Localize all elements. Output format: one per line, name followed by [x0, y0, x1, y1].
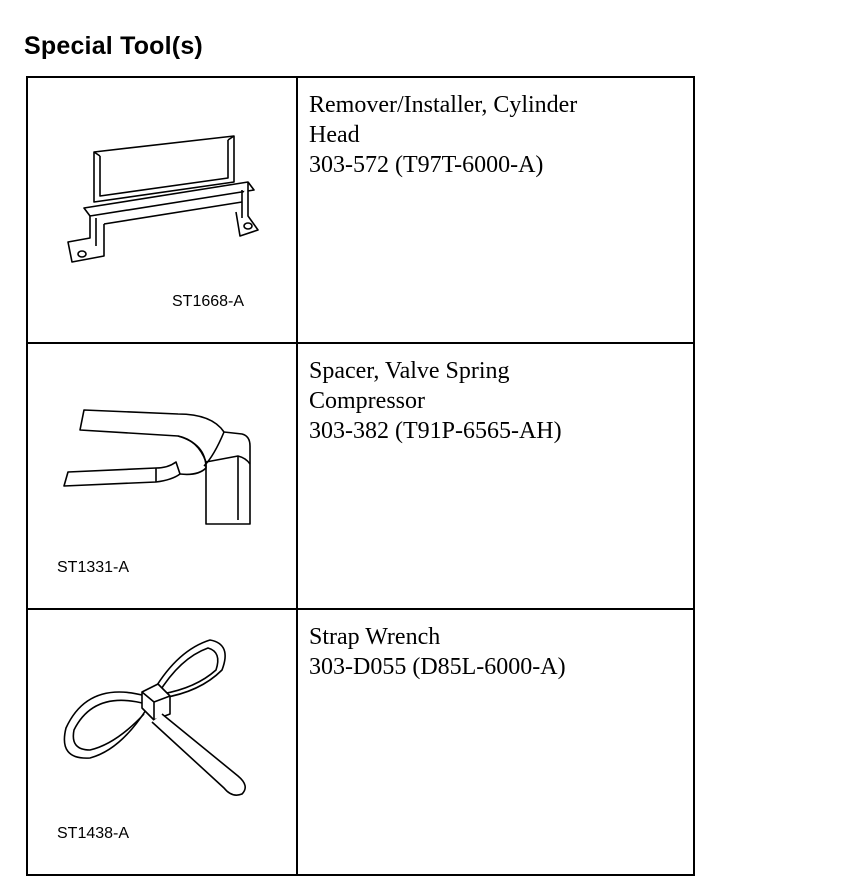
tool-illustration-cell	[27, 77, 297, 343]
table-row	[27, 343, 694, 609]
tool-name: Strap Wrench	[309, 624, 441, 650]
tool-name-continued: Compressor	[309, 388, 425, 414]
tool-code: ST1438-A	[57, 825, 130, 842]
tool-code: ST1331-A	[57, 559, 130, 576]
tool-part-number: 303-382 (T91P-6565-AH)	[309, 418, 562, 444]
tool-illustration-cell	[27, 343, 297, 609]
special-tools-table	[26, 76, 695, 876]
table-row	[27, 609, 694, 875]
cylinder-head-tool-icon	[28, 78, 296, 330]
tool-code: ST1668-A	[172, 293, 245, 310]
tool-name: Remover/Installer, Cylinder	[309, 92, 578, 118]
tool-description-cell	[297, 343, 694, 609]
tool-description-cell	[297, 609, 694, 875]
tool-part-number: 303-D055 (D85L-6000-A)	[309, 654, 566, 680]
tool-illustration-cell	[27, 609, 297, 875]
page-title: Special Tool(s)	[24, 32, 203, 60]
tool-description-cell	[297, 77, 694, 343]
tool-name: Spacer, Valve Spring	[309, 358, 510, 384]
table-row	[27, 77, 694, 343]
tool-part-number: 303-572 (T97T-6000-A)	[309, 152, 544, 178]
tool-name-continued: Head	[309, 122, 360, 148]
